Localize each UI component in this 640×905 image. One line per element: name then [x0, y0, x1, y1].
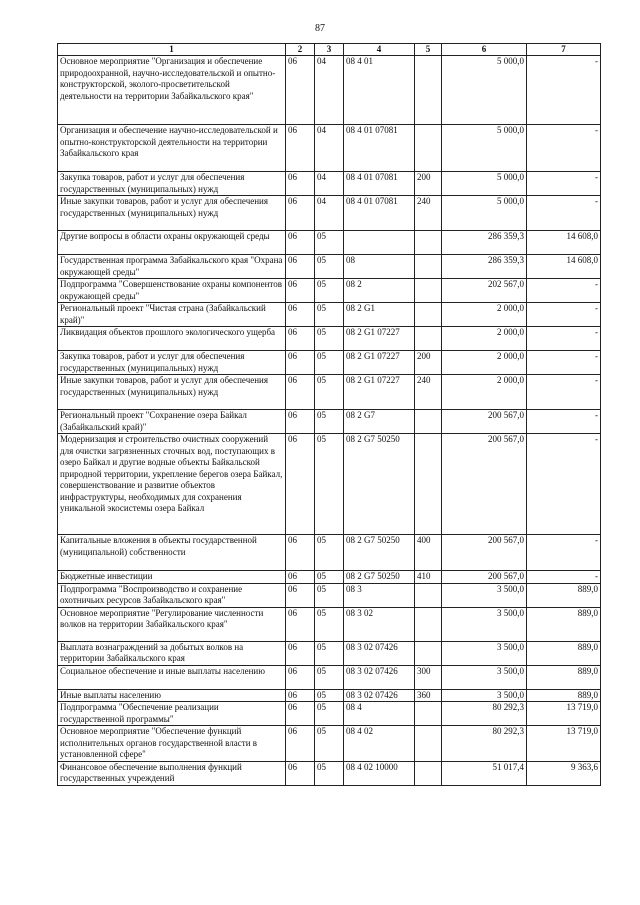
column-header: 6: [442, 44, 527, 56]
row-section: 06: [286, 375, 315, 410]
row-name: Подпрограмма "Обеспечение реализации государственной программы": [58, 702, 286, 726]
table-row: [58, 434, 601, 535]
row-amount-federal: 889,0: [527, 607, 601, 641]
row-target-article: 08 4 02 10000: [344, 761, 415, 785]
table-row: [58, 726, 601, 762]
row-amount-federal: -: [527, 56, 601, 125]
row-amount-federal: -: [527, 375, 601, 410]
row-amount-total: 5 000,0: [442, 125, 527, 172]
column-header: 4: [344, 44, 415, 56]
row-section: 06: [286, 410, 315, 434]
row-amount-federal: 889,0: [527, 583, 601, 607]
row-expense-type: [415, 56, 442, 125]
row-expense-type: [415, 279, 442, 303]
row-expense-type: [415, 410, 442, 434]
row-target-article: 08 3 02 07426: [344, 689, 415, 702]
row-name: Подпрограмма "Воспроизводство и сохранение охотничьих ресурсов Забайкальского края": [58, 583, 286, 607]
row-section: 06: [286, 583, 315, 607]
row-amount-federal: 889,0: [527, 665, 601, 689]
row-amount-total: 202 567,0: [442, 279, 527, 303]
row-target-article: 08 4 02: [344, 726, 415, 762]
row-expense-type: [415, 303, 442, 327]
table-row: [58, 375, 601, 410]
row-name: Другие вопросы в области охраны окружающей среды: [58, 231, 286, 255]
row-target-article: 08 2 G1: [344, 303, 415, 327]
row-expense-type: [415, 231, 442, 255]
row-section: 06: [286, 702, 315, 726]
table-row: [58, 665, 601, 689]
row-name: Выплата вознаграждений за добытых волков на территории Забайкальского края: [58, 641, 286, 665]
row-expense-type: [415, 641, 442, 665]
row-amount-total: 200 567,0: [442, 535, 527, 571]
row-amount-total: 80 292,3: [442, 702, 527, 726]
row-amount-total: 286 359,3: [442, 255, 527, 279]
row-expense-type: [415, 327, 442, 351]
row-amount-total: 5 000,0: [442, 56, 527, 125]
row-name: Финансовое обеспечение выполнения функций государственных учреждений: [58, 761, 286, 785]
row-amount-total: 200 567,0: [442, 434, 527, 535]
row-section: 06: [286, 351, 315, 375]
row-section: 06: [286, 726, 315, 762]
table-row: [58, 702, 601, 726]
row-name: Основное мероприятие "Обеспечение функций исполнительных органов государственной власти в установленной сфере": [58, 726, 286, 762]
row-name: Государственная программа Забайкальского края "Охрана окружающей среды": [58, 255, 286, 279]
row-section: 06: [286, 56, 315, 125]
table-row: [58, 351, 601, 375]
row-amount-federal: 14 608,0: [527, 255, 601, 279]
column-header: 3: [315, 44, 344, 56]
row-amount-federal: -: [527, 535, 601, 571]
row-expense-type: [415, 255, 442, 279]
row-name: Модернизация и строительство очистных сооружений для очистки загрязненных сточных вод, поступающих в озеро Байкал и другие водные объекты Байкальской природной территории, укрепление берегов озера Байкал, совершенствование и развитие объектов инфраструктуры, необходимых для сохранения уникальной экосистемы озера Байкал: [58, 434, 286, 535]
table-row: [58, 641, 601, 665]
row-name: Региональный проект "Сохранение озера Байкал (Забайкальский край)": [58, 410, 286, 434]
row-section: 06: [286, 327, 315, 351]
row-expense-type: [415, 726, 442, 762]
row-subsection: 05: [315, 702, 344, 726]
table-row: [58, 279, 601, 303]
row-amount-federal: -: [527, 571, 601, 584]
row-subsection: 05: [315, 726, 344, 762]
row-subsection: 05: [315, 583, 344, 607]
row-section: 06: [286, 761, 315, 785]
row-section: 06: [286, 125, 315, 172]
row-expense-type: 240: [415, 375, 442, 410]
row-name: Организация и обеспечение научно-исследовательской и опытно-конструкторской деятельности на территории Забайкальского края: [58, 125, 286, 172]
row-amount-total: 2 000,0: [442, 303, 527, 327]
row-amount-federal: 889,0: [527, 689, 601, 702]
row-section: 06: [286, 535, 315, 571]
row-target-article: 08 3 02: [344, 607, 415, 641]
row-expense-type: [415, 583, 442, 607]
row-expense-type: [415, 125, 442, 172]
row-target-article: 08 4 01 07081: [344, 172, 415, 196]
row-section: 06: [286, 665, 315, 689]
row-amount-federal: -: [527, 303, 601, 327]
row-name: Иные закупки товаров, работ и услуг для обеспечения государственных (муниципальных) нужд: [58, 375, 286, 410]
page-number: 87: [315, 23, 325, 34]
column-header: 2: [286, 44, 315, 56]
row-amount-total: 5 000,0: [442, 172, 527, 196]
row-amount-total: 286 359,3: [442, 231, 527, 255]
row-amount-total: 3 500,0: [442, 689, 527, 702]
table-row: [58, 196, 601, 231]
row-expense-type: 200: [415, 351, 442, 375]
row-expense-type: 300: [415, 665, 442, 689]
row-amount-federal: -: [527, 410, 601, 434]
row-amount-federal: -: [527, 125, 601, 172]
row-target-article: 08 2 G7 50250: [344, 434, 415, 535]
row-subsection: 05: [315, 689, 344, 702]
table-row: [58, 327, 601, 351]
row-section: 06: [286, 279, 315, 303]
row-subsection: 05: [315, 607, 344, 641]
row-subsection: 05: [315, 434, 344, 535]
row-target-article: 08 2 G7: [344, 410, 415, 434]
row-expense-type: [415, 434, 442, 535]
table-row: [58, 607, 601, 641]
row-name: Закупка товаров, работ и услуг для обеспечения государственных (муниципальных) нужд: [58, 351, 286, 375]
row-amount-total: 3 500,0: [442, 583, 527, 607]
row-name: Основное мероприятие "Регулирование численности волков на территории Забайкальского края": [58, 607, 286, 641]
row-expense-type: 400: [415, 535, 442, 571]
row-name: Ликвидация объектов прошлого экологического ущерба: [58, 327, 286, 351]
row-subsection: 04: [315, 56, 344, 125]
table-row: [58, 172, 601, 196]
row-subsection: 05: [315, 375, 344, 410]
row-amount-federal: -: [527, 434, 601, 535]
row-amount-total: 80 292,3: [442, 726, 527, 762]
budget-table: [57, 43, 601, 786]
table-body: [58, 56, 601, 786]
table-row: [58, 303, 601, 327]
row-target-article: 08 2 G7 50250: [344, 535, 415, 571]
table-row: [58, 56, 601, 125]
table-row: [58, 761, 601, 785]
row-expense-type: 360: [415, 689, 442, 702]
row-subsection: 05: [315, 327, 344, 351]
row-expense-type: [415, 607, 442, 641]
row-expense-type: 410: [415, 571, 442, 584]
row-section: 06: [286, 434, 315, 535]
row-target-article: 08 2 G1 07227: [344, 351, 415, 375]
row-expense-type: 200: [415, 172, 442, 196]
row-name: Бюджетные инвестиции: [58, 571, 286, 584]
row-expense-type: 240: [415, 196, 442, 231]
column-header: 1: [58, 44, 286, 56]
row-amount-federal: 13 719,0: [527, 702, 601, 726]
row-amount-federal: 9 363,6: [527, 761, 601, 785]
row-section: 06: [286, 607, 315, 641]
row-name: Иные выплаты населению: [58, 689, 286, 702]
table-row: [58, 255, 601, 279]
row-expense-type: [415, 761, 442, 785]
row-amount-total: 3 500,0: [442, 607, 527, 641]
row-target-article: 08 2 G1 07227: [344, 375, 415, 410]
row-subsection: 05: [315, 255, 344, 279]
row-target-article: 08 4: [344, 702, 415, 726]
row-target-article: 08 4 01 07081: [344, 125, 415, 172]
row-subsection: 05: [315, 571, 344, 584]
row-subsection: 04: [315, 196, 344, 231]
table-row: [58, 535, 601, 571]
row-name: Закупка товаров, работ и услуг для обеспечения государственных (муниципальных) нужд: [58, 172, 286, 196]
row-subsection: 05: [315, 641, 344, 665]
row-subsection: 05: [315, 279, 344, 303]
row-target-article: 08 4 01: [344, 56, 415, 125]
table-row: [58, 410, 601, 434]
row-target-article: 08 2: [344, 279, 415, 303]
column-header: 5: [415, 44, 442, 56]
row-amount-total: 200 567,0: [442, 571, 527, 584]
row-subsection: 04: [315, 125, 344, 172]
row-amount-total: 5 000,0: [442, 196, 527, 231]
table-row: [58, 571, 601, 584]
row-name: Подпрограмма "Совершенствование охраны компонентов окружающей среды": [58, 279, 286, 303]
row-section: 06: [286, 641, 315, 665]
row-subsection: 04: [315, 172, 344, 196]
row-target-article: 08 3: [344, 583, 415, 607]
row-target-article: 08: [344, 255, 415, 279]
row-subsection: 05: [315, 761, 344, 785]
row-amount-total: 2 000,0: [442, 375, 527, 410]
row-target-article: 08 4 01 07081: [344, 196, 415, 231]
row-section: 06: [286, 196, 315, 231]
row-amount-total: 51 017,4: [442, 761, 527, 785]
row-name: Капитальные вложения в объекты государственной (муниципальной) собственности: [58, 535, 286, 571]
table-row: [58, 125, 601, 172]
row-amount-total: 3 500,0: [442, 665, 527, 689]
row-amount-federal: -: [527, 327, 601, 351]
row-amount-federal: -: [527, 196, 601, 231]
row-target-article: 08 2 G7 50250: [344, 571, 415, 584]
column-header: 7: [527, 44, 601, 56]
row-amount-total: 3 500,0: [442, 641, 527, 665]
row-amount-federal: 14 608,0: [527, 231, 601, 255]
row-target-article: [344, 231, 415, 255]
row-amount-federal: 13 719,0: [527, 726, 601, 762]
row-amount-federal: -: [527, 172, 601, 196]
table-header-row: [58, 44, 601, 56]
row-subsection: 05: [315, 351, 344, 375]
row-subsection: 05: [315, 665, 344, 689]
row-amount-total: 200 567,0: [442, 410, 527, 434]
row-section: 06: [286, 689, 315, 702]
row-name: Основное мероприятие "Организация и обеспечение природоохранной, научно-исследовательской и опытно- конструкторской, эколого-просветительской деятельности на территории Забайкальского края": [58, 56, 286, 125]
row-subsection: 05: [315, 303, 344, 327]
row-amount-federal: 889,0: [527, 641, 601, 665]
row-target-article: 08 2 G1 07227: [344, 327, 415, 351]
table-row: [58, 583, 601, 607]
table-row: [58, 689, 601, 702]
row-subsection: 05: [315, 410, 344, 434]
row-section: 06: [286, 571, 315, 584]
row-name: Иные закупки товаров, работ и услуг для обеспечения государственных (муниципальных) нужд: [58, 196, 286, 231]
row-section: 06: [286, 303, 315, 327]
row-amount-total: 2 000,0: [442, 327, 527, 351]
row-subsection: 05: [315, 231, 344, 255]
row-name: Социальное обеспечение и иные выплаты населению: [58, 665, 286, 689]
row-section: 06: [286, 172, 315, 196]
row-name: Региональный проект "Чистая страна (Забайкальский край)": [58, 303, 286, 327]
row-amount-federal: -: [527, 351, 601, 375]
row-target-article: 08 3 02 07426: [344, 665, 415, 689]
row-amount-federal: -: [527, 279, 601, 303]
row-subsection: 05: [315, 535, 344, 571]
row-amount-total: 2 000,0: [442, 351, 527, 375]
row-section: 06: [286, 255, 315, 279]
row-expense-type: [415, 702, 442, 726]
table-row: [58, 231, 601, 255]
row-section: 06: [286, 231, 315, 255]
row-target-article: 08 3 02 07426: [344, 641, 415, 665]
